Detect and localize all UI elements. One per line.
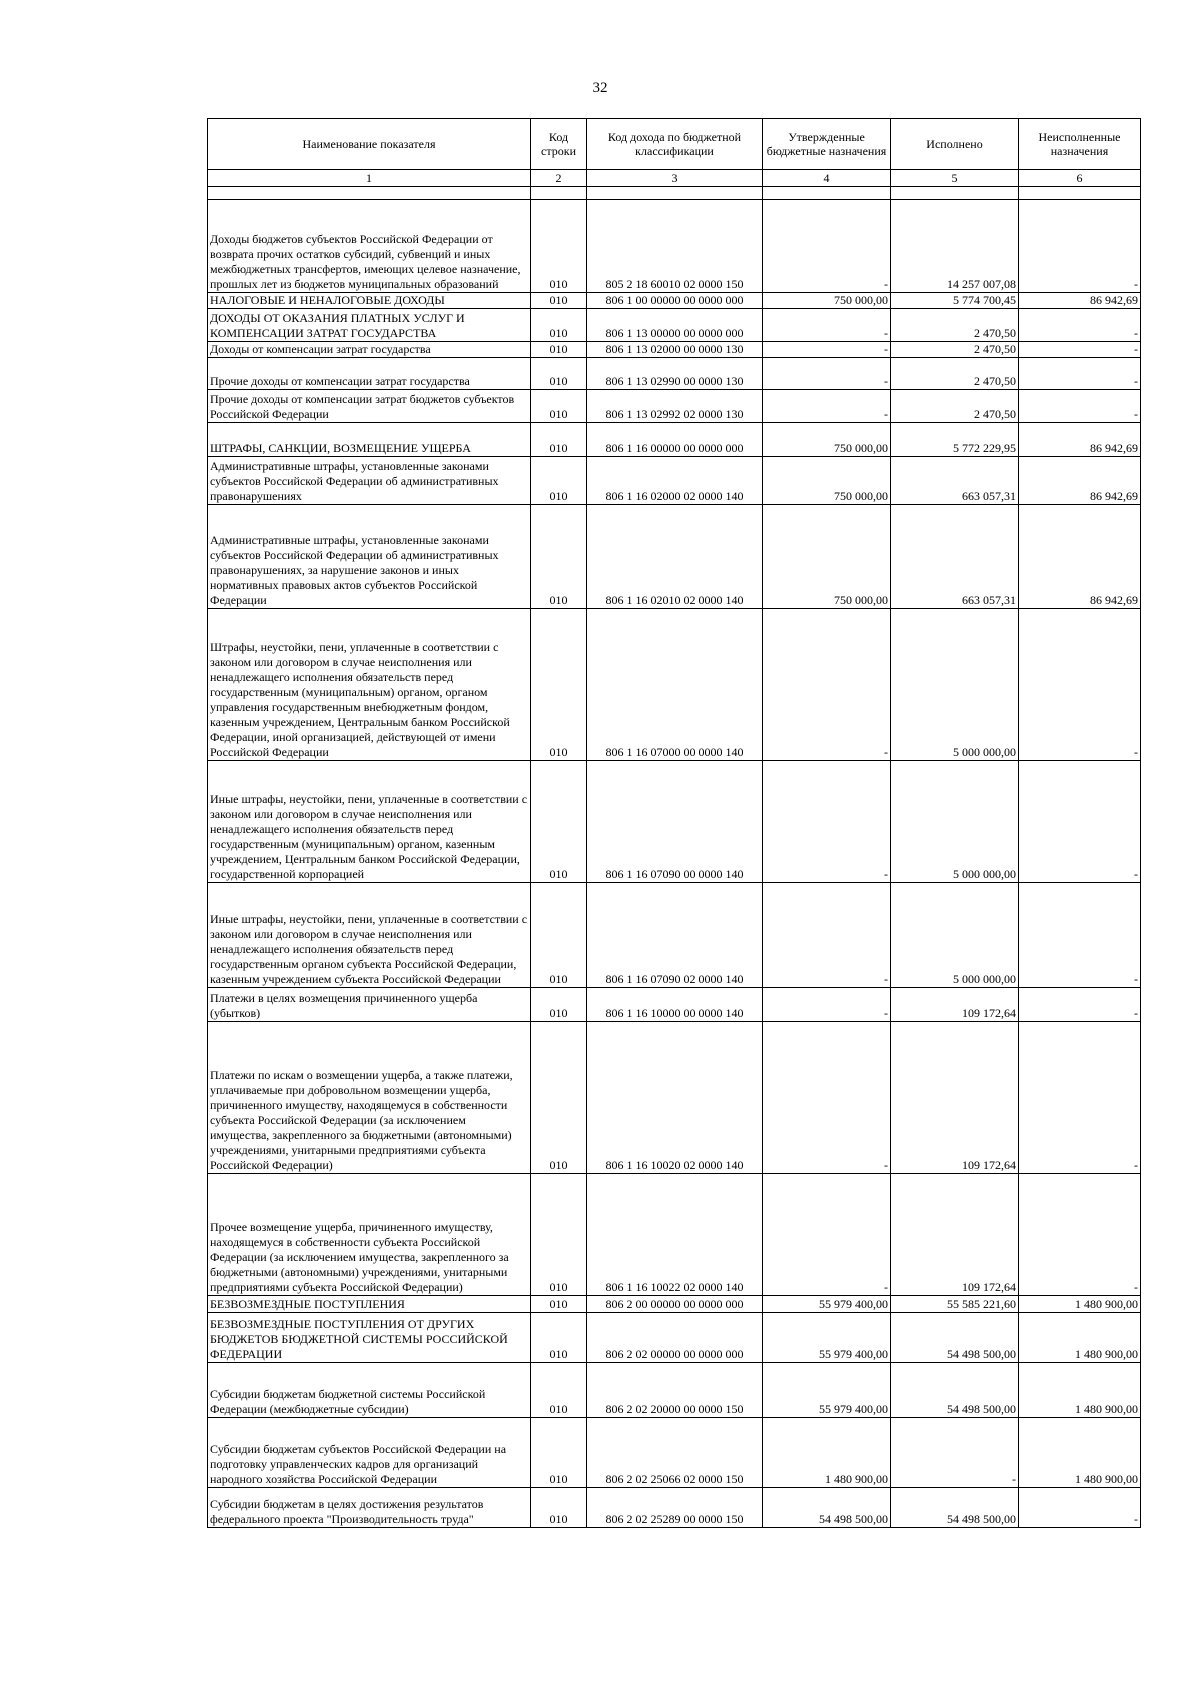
row-code: 010 bbox=[531, 883, 587, 988]
row-code: 010 bbox=[531, 1488, 587, 1528]
row-kbk: 806 1 13 02000 00 0000 130 bbox=[587, 342, 763, 358]
row-kbk: 806 1 16 07090 00 0000 140 bbox=[587, 761, 763, 883]
row-executed: 5 000 000,00 bbox=[891, 761, 1019, 883]
table-row bbox=[208, 1174, 1141, 1296]
table-row bbox=[208, 1418, 1141, 1488]
row-code: 010 bbox=[531, 358, 587, 390]
row-kbk: 806 1 16 02000 02 0000 140 bbox=[587, 457, 763, 505]
row-approved: 750 000,00 bbox=[763, 423, 891, 457]
row-name: Прочее возмещение ущерба, причиненного имуществу, находящемуся в собственности субъекта Российской Федерации (за исключением имущества, закрепленного за бюджетными (автономными) учреждениями, унитарными предприятиями субъекта Российской Федерации) bbox=[208, 1174, 531, 1296]
table-row bbox=[208, 293, 1141, 309]
row-code: 010 bbox=[531, 390, 587, 423]
header-name: Наименование показателя bbox=[208, 119, 531, 170]
header-kbk: Код дохода по бюджетной классификации bbox=[587, 119, 763, 170]
row-unexecuted: - bbox=[1019, 761, 1141, 883]
row-name: Иные штрафы, неустойки, пени, уплаченные в соответствии с законом или договором в случае неисполнения или ненадлежащего исполнения обязательств перед государственным (муниципальным) органом, казенным учреждением, Центральным банком Российской Федерации, государственной корпорацией bbox=[208, 761, 531, 883]
row-executed: 109 172,64 bbox=[891, 988, 1019, 1022]
row-executed: 663 057,31 bbox=[891, 505, 1019, 609]
spacer-row bbox=[208, 187, 1141, 200]
row-code: 010 bbox=[531, 1363, 587, 1418]
row-kbk: 806 1 16 07000 00 0000 140 bbox=[587, 609, 763, 761]
row-approved: 750 000,00 bbox=[763, 457, 891, 505]
row-unexecuted: - bbox=[1019, 200, 1141, 293]
row-approved: 1 480 900,00 bbox=[763, 1418, 891, 1488]
row-unexecuted: 86 942,69 bbox=[1019, 505, 1141, 609]
row-kbk: 806 2 02 25066 02 0000 150 bbox=[587, 1418, 763, 1488]
table-row bbox=[208, 200, 1141, 293]
row-code: 010 bbox=[531, 988, 587, 1022]
row-unexecuted: - bbox=[1019, 309, 1141, 342]
row-name: Платежи в целях возмещения причиненного ущерба (убытков) bbox=[208, 988, 531, 1022]
table-row bbox=[208, 1313, 1141, 1363]
row-unexecuted: - bbox=[1019, 390, 1141, 423]
row-name: Субсидии бюджетам субъектов Российской Федерации на подготовку управленческих кадров для организаций народного хозяйства Российской Федерации bbox=[208, 1418, 531, 1488]
row-unexecuted: 86 942,69 bbox=[1019, 293, 1141, 309]
row-name: Прочие доходы от компенсации затрат государства bbox=[208, 358, 531, 390]
row-unexecuted: - bbox=[1019, 883, 1141, 988]
row-unexecuted: - bbox=[1019, 358, 1141, 390]
column-number: 2 bbox=[531, 170, 587, 187]
row-name: Субсидии бюджетам в целях достижения результатов федерального проекта "Производительность труда" bbox=[208, 1488, 531, 1528]
table-row bbox=[208, 390, 1141, 423]
row-name: Доходы от компенсации затрат государства bbox=[208, 342, 531, 358]
header-unexecuted: Неисполненные назначения bbox=[1019, 119, 1141, 170]
row-name: Административные штрафы, установленные законами субъектов Российской Федерации об административных правонарушениях, за нарушение законов и иных нормативных правовых актов субъектов Российской Федерации bbox=[208, 505, 531, 609]
table-row bbox=[208, 342, 1141, 358]
row-kbk: 806 2 02 00000 00 0000 000 bbox=[587, 1313, 763, 1363]
table-row bbox=[208, 1363, 1141, 1418]
page-number: 32 bbox=[592, 80, 608, 96]
row-kbk: 806 1 16 00000 00 0000 000 bbox=[587, 423, 763, 457]
row-approved: 55 979 400,00 bbox=[763, 1363, 891, 1418]
column-number: 1 bbox=[208, 170, 531, 187]
header-executed: Исполнено bbox=[891, 119, 1019, 170]
table-row bbox=[208, 358, 1141, 390]
row-name: Доходы бюджетов субъектов Российской Федерации от возврата прочих остатков субсидий, субвенций и иных межбюджетных трансфертов, имеющих целевое назначение, прошлых лет из бюджетов муниципальных образований bbox=[208, 200, 531, 293]
row-executed: 5 000 000,00 bbox=[891, 609, 1019, 761]
row-unexecuted: - bbox=[1019, 609, 1141, 761]
budget-execution-table bbox=[207, 118, 1141, 1528]
row-approved: 750 000,00 bbox=[763, 293, 891, 309]
row-kbk: 806 1 13 02990 00 0000 130 bbox=[587, 358, 763, 390]
header-row-code: Код строки bbox=[531, 119, 587, 170]
table-row bbox=[208, 988, 1141, 1022]
row-executed: 2 470,50 bbox=[891, 342, 1019, 358]
row-executed: 5 774 700,45 bbox=[891, 293, 1019, 309]
table-row bbox=[208, 309, 1141, 342]
row-approved: 54 498 500,00 bbox=[763, 1488, 891, 1528]
row-approved: 55 979 400,00 bbox=[763, 1296, 891, 1313]
row-kbk: 806 1 16 10022 02 0000 140 bbox=[587, 1174, 763, 1296]
row-code: 010 bbox=[531, 609, 587, 761]
row-code: 010 bbox=[531, 1174, 587, 1296]
row-executed: 54 498 500,00 bbox=[891, 1363, 1019, 1418]
row-code: 010 bbox=[531, 1313, 587, 1363]
row-code: 010 bbox=[531, 761, 587, 883]
row-unexecuted: - bbox=[1019, 988, 1141, 1022]
row-unexecuted: - bbox=[1019, 1022, 1141, 1174]
row-name: Платежи по искам о возмещении ущерба, а также платежи, уплачиваемые при добровольном возмещении ущерба, причиненного имуществу, находящемуся в собственности субъекта Российской Федерации (за исключением имущества, закрепленного за бюджетными (автономными) учреждениями, унитарными предприятиями субъекта Российской Федерации) bbox=[208, 1022, 531, 1174]
row-unexecuted: 1 480 900,00 bbox=[1019, 1363, 1141, 1418]
row-kbk: 806 1 16 10000 00 0000 140 bbox=[587, 988, 763, 1022]
row-approved: - bbox=[763, 200, 891, 293]
row-kbk: 806 1 00 00000 00 0000 000 bbox=[587, 293, 763, 309]
row-approved: - bbox=[763, 390, 891, 423]
row-unexecuted: 1 480 900,00 bbox=[1019, 1296, 1141, 1313]
row-kbk: 805 2 18 60010 02 0000 150 bbox=[587, 200, 763, 293]
row-unexecuted: 1 480 900,00 bbox=[1019, 1418, 1141, 1488]
row-code: 010 bbox=[531, 457, 587, 505]
row-approved: - bbox=[763, 309, 891, 342]
row-unexecuted: 86 942,69 bbox=[1019, 423, 1141, 457]
row-approved: - bbox=[763, 358, 891, 390]
row-approved: - bbox=[763, 342, 891, 358]
header-approved: Утвержденные бюджетные назначения bbox=[763, 119, 891, 170]
row-kbk: 806 2 02 20000 00 0000 150 bbox=[587, 1363, 763, 1418]
row-name: БЕЗВОЗМЕЗДНЫЕ ПОСТУПЛЕНИЯ ОТ ДРУГИХ БЮДЖЕТОВ БЮДЖЕТНОЙ СИСТЕМЫ РОССИЙСКОЙ ФЕДЕРАЦИИ bbox=[208, 1313, 531, 1363]
row-executed: 55 585 221,60 bbox=[891, 1296, 1019, 1313]
row-approved: - bbox=[763, 609, 891, 761]
row-unexecuted: - bbox=[1019, 1488, 1141, 1528]
row-name: БЕЗВОЗМЕЗДНЫЕ ПОСТУПЛЕНИЯ bbox=[208, 1296, 531, 1313]
row-executed: 109 172,64 bbox=[891, 1022, 1019, 1174]
row-kbk: 806 1 16 07090 02 0000 140 bbox=[587, 883, 763, 988]
column-number: 5 bbox=[891, 170, 1019, 187]
row-name: Иные штрафы, неустойки, пени, уплаченные в соответствии с законом или договором в случае неисполнения или ненадлежащего исполнения обязательств перед государственным органом субъекта Российской Федерации, казенным учреждением субъекта Российской Федерации bbox=[208, 883, 531, 988]
row-unexecuted: - bbox=[1019, 342, 1141, 358]
row-executed: 2 470,50 bbox=[891, 390, 1019, 423]
row-approved: - bbox=[763, 988, 891, 1022]
row-unexecuted: 86 942,69 bbox=[1019, 457, 1141, 505]
row-approved: - bbox=[763, 883, 891, 988]
row-approved: 750 000,00 bbox=[763, 505, 891, 609]
row-code: 010 bbox=[531, 293, 587, 309]
row-name: ДОХОДЫ ОТ ОКАЗАНИЯ ПЛАТНЫХ УСЛУГ И КОМПЕНСАЦИИ ЗАТРАТ ГОСУДАРСТВА bbox=[208, 309, 531, 342]
row-kbk: 806 1 13 00000 00 0000 000 bbox=[587, 309, 763, 342]
column-number: 3 bbox=[587, 170, 763, 187]
row-name: Прочие доходы от компенсации затрат бюджетов субъектов Российской Федерации bbox=[208, 390, 531, 423]
row-code: 010 bbox=[531, 423, 587, 457]
table-row bbox=[208, 761, 1141, 883]
column-number: 4 bbox=[763, 170, 891, 187]
row-executed: 54 498 500,00 bbox=[891, 1488, 1019, 1528]
row-executed: 54 498 500,00 bbox=[891, 1313, 1019, 1363]
row-name: НАЛОГОВЫЕ И НЕНАЛОГОВЫЕ ДОХОДЫ bbox=[208, 293, 531, 309]
row-code: 010 bbox=[531, 200, 587, 293]
row-unexecuted: - bbox=[1019, 1174, 1141, 1296]
row-executed: 14 257 007,08 bbox=[891, 200, 1019, 293]
row-kbk: 806 2 00 00000 00 0000 000 bbox=[587, 1296, 763, 1313]
column-number: 6 bbox=[1019, 170, 1141, 187]
row-executed: 5 772 229,95 bbox=[891, 423, 1019, 457]
row-approved: - bbox=[763, 1174, 891, 1296]
row-executed: 5 000 000,00 bbox=[891, 883, 1019, 988]
row-code: 010 bbox=[531, 309, 587, 342]
table-row bbox=[208, 423, 1141, 457]
table-row bbox=[208, 883, 1141, 988]
row-code: 010 bbox=[531, 1022, 587, 1174]
table-row bbox=[208, 609, 1141, 761]
table-row bbox=[208, 457, 1141, 505]
table-row bbox=[208, 1022, 1141, 1174]
row-executed: 2 470,50 bbox=[891, 309, 1019, 342]
row-name: Штрафы, неустойки, пени, уплаченные в соответствии с законом или договором в случае неисполнения или ненадлежащего исполнения обязательств перед государственным (муниципальным) органом, органом управления государственным внебюджетным фондом, казенным учреждением, Центральным банком Российской Федерации, иной организацией, действующей от имени Российской Федерации bbox=[208, 609, 531, 761]
row-executed: 109 172,64 bbox=[891, 1174, 1019, 1296]
row-executed: - bbox=[891, 1418, 1019, 1488]
table-row bbox=[208, 1488, 1141, 1528]
row-unexecuted: 1 480 900,00 bbox=[1019, 1313, 1141, 1363]
row-code: 010 bbox=[531, 1418, 587, 1488]
row-name: Административные штрафы, установленные законами субъектов Российской Федерации об административных правонарушениях bbox=[208, 457, 531, 505]
row-kbk: 806 1 16 02010 02 0000 140 bbox=[587, 505, 763, 609]
row-approved: 55 979 400,00 bbox=[763, 1313, 891, 1363]
row-name: ШТРАФЫ, САНКЦИИ, ВОЗМЕЩЕНИЕ УЩЕРБА bbox=[208, 423, 531, 457]
row-kbk: 806 1 13 02992 02 0000 130 bbox=[587, 390, 763, 423]
row-kbk: 806 2 02 25289 00 0000 150 bbox=[587, 1488, 763, 1528]
row-name: Субсидии бюджетам бюджетной системы Российской Федерации (межбюджетные субсидии) bbox=[208, 1363, 531, 1418]
row-executed: 663 057,31 bbox=[891, 457, 1019, 505]
row-code: 010 bbox=[531, 505, 587, 609]
row-kbk: 806 1 16 10020 02 0000 140 bbox=[587, 1022, 763, 1174]
row-approved: - bbox=[763, 1022, 891, 1174]
table-row bbox=[208, 505, 1141, 609]
row-approved: - bbox=[763, 761, 891, 883]
row-executed: 2 470,50 bbox=[891, 358, 1019, 390]
row-code: 010 bbox=[531, 1296, 587, 1313]
table-row bbox=[208, 1296, 1141, 1313]
row-code: 010 bbox=[531, 342, 587, 358]
